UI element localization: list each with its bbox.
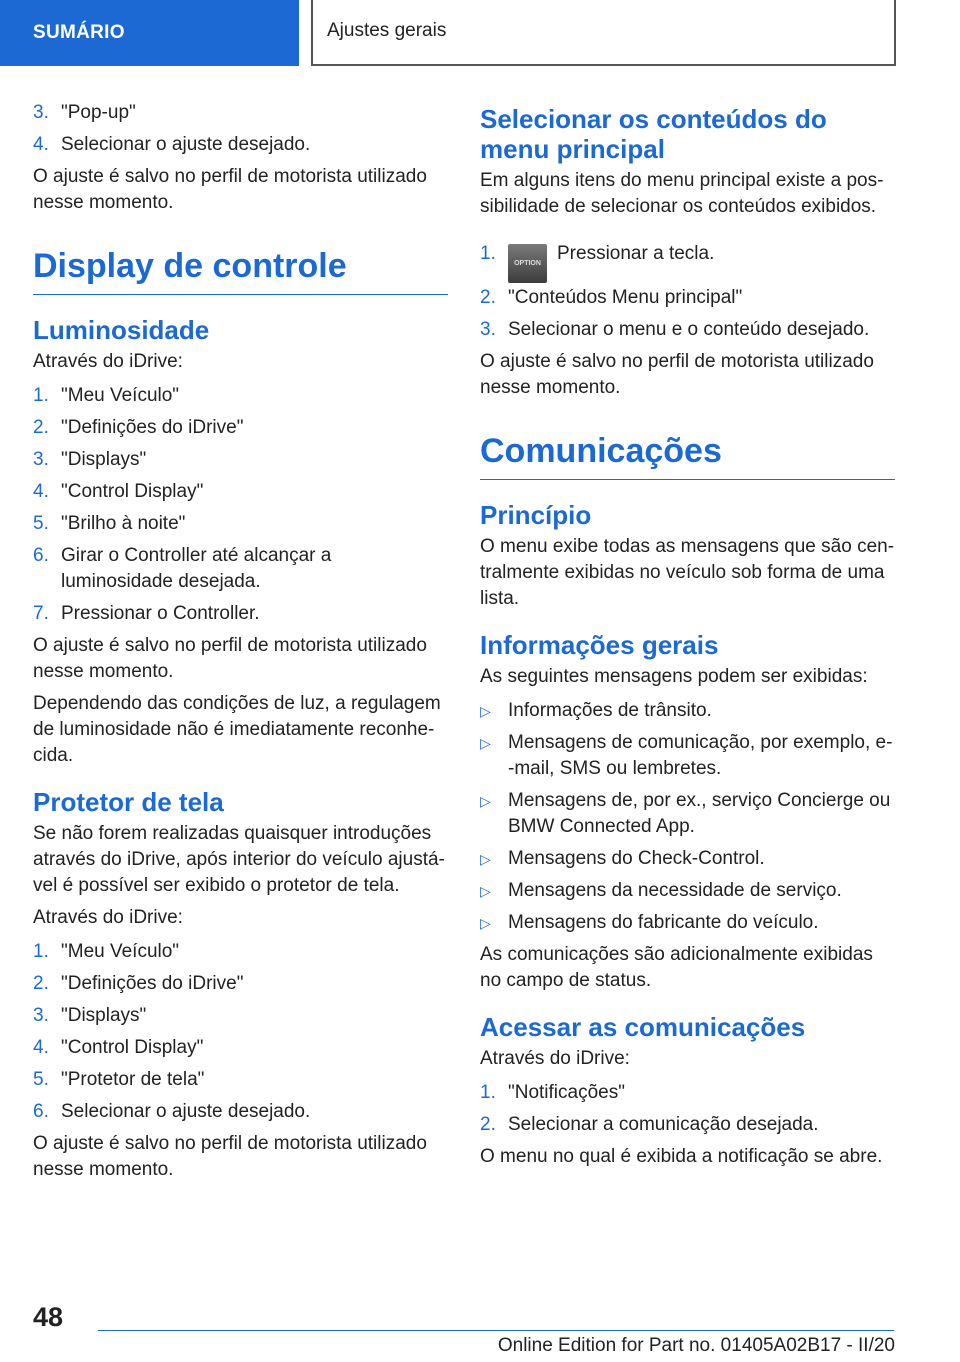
list-item <box>33 1099 448 1125</box>
heading-general-info: Informações gerais <box>480 630 719 660</box>
list-item <box>480 317 895 343</box>
summary-tab[interactable]: SUMÁRIO <box>0 0 299 66</box>
triangle-bullet-icon: ▷ <box>480 793 491 809</box>
step-text: "Meu Veículo" <box>61 385 180 406</box>
step-text: "Protetor de tela" <box>61 1069 205 1090</box>
bullet-text: Mensagens do Check-Control. <box>508 848 765 869</box>
step-number: 3. <box>33 102 49 123</box>
steps-access <box>480 1080 895 1138</box>
triangle-bullet-icon: ▷ <box>480 851 491 867</box>
step-number: 2. <box>33 417 49 438</box>
step-text: "Displays" <box>61 1005 147 1026</box>
step-number: 4. <box>33 481 49 502</box>
step-text: Girar o Controller até alcançar a luminosidade desejada. <box>61 545 332 592</box>
list-item <box>480 878 895 904</box>
step-text: "Brilho à noite" <box>61 513 186 534</box>
bullets-messages <box>480 698 895 936</box>
list-item <box>33 1035 448 1061</box>
step-number: 5. <box>33 513 49 534</box>
list-item <box>33 601 448 627</box>
list-item <box>480 285 895 311</box>
step-text: "Displays" <box>61 449 147 470</box>
list-item <box>33 447 448 473</box>
note-text: O ajuste é salvo no perfil de motorista utilizado nesse momento. <box>480 351 874 398</box>
list-item <box>33 100 448 126</box>
option-key-icon: OPTION <box>508 244 547 283</box>
step-text: "Meu Veículo" <box>61 941 180 962</box>
step-number: 3. <box>33 449 49 470</box>
triangle-bullet-icon: ▷ <box>480 735 491 751</box>
note-text: O ajuste é salvo no perfil de motorista utilizado nesse momento. <box>33 1133 427 1180</box>
bullet-text: Mensagens do fabricante do veículo. <box>508 912 819 933</box>
step-number: 1. <box>480 1082 496 1103</box>
list-item <box>33 1003 448 1029</box>
triangle-bullet-icon: ▷ <box>480 703 491 719</box>
section-tab[interactable]: Ajustes gerais <box>311 0 896 66</box>
step-number: 7. <box>33 603 49 624</box>
intro-text: Através do iDrive: <box>33 351 183 372</box>
step-text: "Conteúdos Menu principal" <box>508 287 743 308</box>
steps-brightness <box>33 383 448 627</box>
step-text: "Definições do iDrive" <box>61 973 244 994</box>
step-text: Pressionar o Controller. <box>61 603 260 624</box>
body-text: O menu exibe todas as mensagens que são cen-tralmente exibidas no veículo sob forma de uma lista. <box>480 536 895 609</box>
step-number: 2. <box>480 287 496 308</box>
list-item <box>33 132 448 158</box>
step-number: 1. <box>33 385 49 406</box>
step-number: 6. <box>33 1101 49 1122</box>
step-number: 1. <box>480 243 496 264</box>
note-text: O ajuste é salvo no perfil de motorista utilizado nesse momento. <box>33 635 427 682</box>
step-text: Selecionar o menu e o conteúdo desejado. <box>508 319 870 340</box>
list-item <box>33 939 448 965</box>
section-heading-communications: Comunicações <box>480 431 895 480</box>
list-item <box>480 1112 895 1138</box>
step-number: 2. <box>33 973 49 994</box>
list-item <box>480 698 895 724</box>
intro-text: As seguintes mensagens podem ser exibidas: <box>480 666 868 687</box>
list-item <box>480 910 895 936</box>
step-text: "Notificações" <box>508 1082 625 1103</box>
heading-screensaver: Protetor de tela <box>33 787 224 817</box>
bullet-text: Mensagens de comunicação, por exemplo, e--mail, SMS ou lembretes. <box>508 732 893 779</box>
right-column <box>480 100 895 1176</box>
intro-text: Através do iDrive: <box>480 1048 630 1069</box>
triangle-bullet-icon: ▷ <box>480 883 491 899</box>
list-item <box>33 543 448 595</box>
steps-screensaver <box>33 939 448 1125</box>
list-item <box>480 846 895 872</box>
step-text: "Control Display" <box>61 481 204 502</box>
list-item <box>33 383 448 409</box>
heading-access: Acessar as comunicações <box>480 1012 806 1042</box>
steps-main-menu <box>480 234 895 343</box>
step-text: "Control Display" <box>61 1037 204 1058</box>
heading-brightness: Luminosidade <box>33 315 210 345</box>
step-text: Pressionar a tecla. <box>557 243 715 264</box>
left-column <box>33 100 448 1189</box>
note-text: O menu no qual é exibida a notificação se abre. <box>480 1146 883 1167</box>
bullet-text: Mensagens da necessidade de serviço. <box>508 880 842 901</box>
bullet-text: Mensagens de, por ex., serviço Concierge ou BMW Connected App. <box>508 790 891 837</box>
heading-principle: Princípio <box>480 500 592 530</box>
note-text: O ajuste é salvo no perfil de motorista utilizado nesse momento. <box>33 166 427 213</box>
step-text: Selecionar o ajuste desejado. <box>61 1101 311 1122</box>
body-text: Em alguns itens do menu principal existe a pos-sibilidade de selecionar os conteúdos exibidos. <box>480 170 884 217</box>
footer-divider <box>98 1330 894 1331</box>
list-item <box>480 730 895 782</box>
steps-top <box>33 100 448 158</box>
section-heading-display: Display de controle <box>33 246 448 295</box>
page-header <box>0 0 960 66</box>
bullet-text: Informações de trânsito. <box>508 700 712 721</box>
step-number: 3. <box>33 1005 49 1026</box>
list-item <box>33 971 448 997</box>
list-item <box>33 1067 448 1093</box>
step-number: 4. <box>33 134 49 155</box>
step-number: 2. <box>480 1114 496 1135</box>
list-item <box>33 479 448 505</box>
note-text: As comunicações são adicionalmente exibidas no campo de status. <box>480 944 873 991</box>
step-text: Selecionar o ajuste desejado. <box>61 134 311 155</box>
body-text: Se não forem realizadas quaisquer introduções através do iDrive, após interior do veículo ajustá-vel é possível ser exibido o protetor de tela. <box>33 823 445 896</box>
edition-footer: Online Edition for Part no. 01405A02B17 - II/20 <box>497 1335 895 1356</box>
list-item <box>33 511 448 537</box>
list-item <box>480 788 895 840</box>
step-text: Selecionar a comunicação desejada. <box>508 1114 819 1135</box>
list-item <box>33 415 448 441</box>
intro-text: Através do iDrive: <box>33 907 183 928</box>
step-number: 5. <box>33 1069 49 1090</box>
page-number: 48 <box>33 1302 64 1332</box>
step-text: "Pop-up" <box>61 102 136 123</box>
step-number: 6. <box>33 545 49 566</box>
heading-main-menu: Selecionar os conteúdos do menu principal <box>480 104 827 164</box>
step-number: 4. <box>33 1037 49 1058</box>
step-number: 1. <box>33 941 49 962</box>
list-item <box>480 234 895 283</box>
note-text: Dependendo das condições de luz, a regulagem de luminosidade não é imediatamente reconhe-cida. <box>33 693 441 766</box>
step-text: "Definições do iDrive" <box>61 417 244 438</box>
list-item <box>480 1080 895 1106</box>
step-number: 3. <box>480 319 496 340</box>
triangle-bullet-icon: ▷ <box>480 915 491 931</box>
